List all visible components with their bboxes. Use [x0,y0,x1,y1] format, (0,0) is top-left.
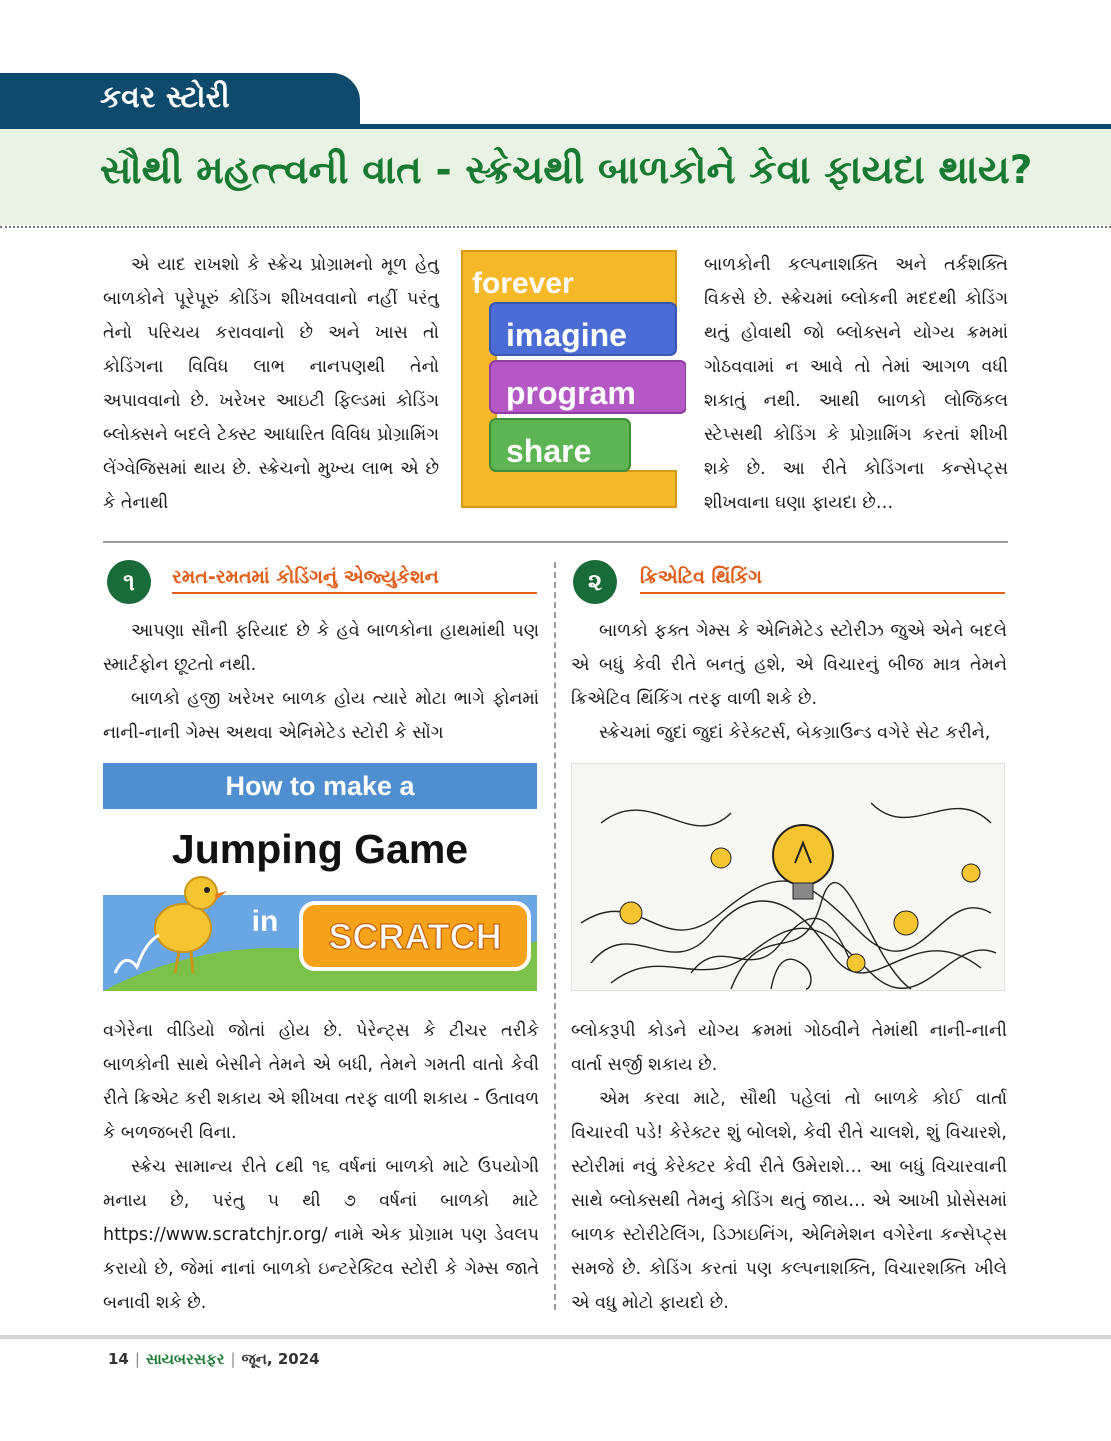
section1-paragraph-4: સ્ક્રેચ સામાન્ય રીતે ૮થી ૧૬ વર્ષનાં બાળકો માટે ઉપયોગી મનાય છે, પરંતુ ૫ થી ૭ વર્ષનાં બાળકો માટે https://www.scratchjr.org/ નામે એક પ્રોગ્રામ પણ ડેવલપ કરાયો છે, જેમાં નાનાં બાળકો ઇન્ટરેક્ટિવ સ્ટોરી કે ગેમ્સ જાતે બનાવી શકે છે. [103,1157,539,1313]
intro-right-column [704,248,1008,520]
footer-rule [0,1335,1111,1339]
share-block-label: share [506,433,592,469]
intro-left-column [103,248,439,520]
program-block-label: program [506,375,636,411]
section1-paragraph-1: આપણા સૌની ફરિયાદ છે કે હવે બાળકોના હાથમાંથી પણ સ્માર્ટફોન છૂટતો નથી. [103,621,539,675]
scratch-blocks-illustration [456,245,686,513]
bird-head [185,877,217,909]
issue-date: જૂન, 2024 [241,1350,320,1368]
section1-column-top [103,614,539,750]
section1-heading: રમત-રમતમાં કોડિંગનું એજ્યુકેશન [172,566,537,594]
thumbnail-top-text: How to make a [225,771,415,801]
bird-eye [204,887,210,893]
forever-block-label: forever [472,267,574,300]
section2-column-top [571,614,1007,750]
page-number: 14 [108,1350,129,1368]
column-divider [554,562,556,1310]
section2-paragraph-2: સ્ક્રેચમાં જુદાં જુદાં કેરેક્ટર્સ, બેકગ્રાઉન્ડ વગેરે સેટ કરીને, [599,723,991,743]
magazine-name: સાયબરસફર [145,1350,225,1368]
section2-number-badge: ૨ [573,560,617,604]
section2-paragraph-3: બ્લોકરૂપી કોડને યોગ્ય ક્રમમાં ગોઠવીને તેમાંથી નાની-નાની વાર્તા સર્જી શકાય છે. [571,1021,1007,1075]
bird-body [155,904,211,952]
page-footer: 14 | સાયબરસફર | જૂન, 2024 [108,1350,320,1368]
title-divider [0,226,1111,228]
section2-paragraph-4: એમ કરવા માટે, સૌથી પહેલાં તો બાળકે કોઈ વાર્તા વિચારવી પડે! કેરેક્ટર શું બોલશે, કેવી રીતે ચાલશે, શું વિચારશે, સ્ટોરીમાં નવું કેરેક્ટર કેવી રીતે ઉમેરાશે… આ બધું વિચારવાની સાથે બ્લોક્સથી તેમનું કોડિંગ થતું જાય… એ આખી પ્રોસેસમાં બાળક સ્ટોરીટેલિંગ, ડિઝાઇનિંગ, એનિમેશન વગેરેના કન્સેપ્ટ્સ સમજે છે. કોડિંગ કરતાં પણ કલ્પનાશક્તિ, વિચારશક્તિ ખીલે એ વધુ મોટો ફાયદો છે. [571,1089,1007,1313]
thumbnail-in-text: in [251,905,279,938]
intro-right-text: બાળકોની કલ્પનાશક્તિ અને તર્કશક્તિ વિકસે છે. સ્ક્રેચમાં બ્લોકની મદદથી કોડિંગ થતું હોવાથી જો બ્લોક્સને યોગ્ય ક્રમમાં ગોઠવવામાં ન આવે તો તેમાં આગળ વધી શકાતું નથી. આથી બાળકો લોજિકલ સ્ટેપ્સથી કોડિંગ કે પ્રોગ્રામિંગ કરતાં શીખી શકે છે. આ રીતે કોડિંગના કન્સેપ્ટ્સ શીખવાના ઘણા ફાયદા છે… [704,255,1008,513]
scratch-badge-text: SCRATCH [328,916,502,957]
section1-paragraph-2: બાળકો હજી ખરેખર બાળક હોય ત્યારે મોટા ભાગે ફોનમાં નાની-નાની ગેમ્સ અથવા એનિમેટેડ સ્ટોરી કે સોંગ [103,689,539,743]
section1-number-badge: ૧ [107,560,151,604]
lightbulb-illustration [571,763,1005,991]
section1-column-bottom [103,1014,539,1320]
section-label: કવર સ્ટોરી [100,80,230,115]
page-title: સૌથી મહત્ત્વની વાત - સ્ક્રેચથી બાળકોને કેવા ફાયદા થાય? [100,148,1033,193]
section1-paragraph-3: વગેરેના વીડિયો જોતાં હોય છે. પેરેન્ટ્સ કે ટીચર તરીકે બાળકોની સાથે બેસીને તેમને એ બધી, તેમને ગમતી વાતો કેવી રીતે ક્રિએટ કરી શકાય એ શીખવા તરફ વાળી શકાય - ઉતાવળ કે બળજબરી વિના. [103,1021,539,1143]
imagine-block-label: imagine [506,317,627,353]
section-divider [103,541,1008,543]
section2-column-bottom [571,1014,1007,1320]
intro-left-text: એ યાદ રાખશો કે સ્ક્રેચ પ્રોગ્રામનો મૂળ હેતુ બાળકોને પૂરેપૂરું કોડિંગ શીખવવાનો નહીં પરંતુ તેનો પરિચય કરાવવાનો છે અને ખાસ તો કોડિંગના વિવિધ લાભ નાનપણથી તેનો અપાવવાનો છે. ખરેખર આઇટી ફિલ્ડમાં કોડિંગ બ્લોક્સને બદલે ટેક્સ્ટ આધારિત વિવિધ પ્રોગ્રામિંગ લેંગ્વેજિસમાં થાય છે. સ્ક્રેચનો મુખ્ય લાભ એ છે કે તેનાથી [103,255,439,513]
section2-paragraph-1: બાળકો ફક્ત ગેમ્સ કે એનિમેટેડ સ્ટોરીઝ જુએ એને બદલે એ બધું કેવી રીતે બનતું હશે, એ વિચારનું બીજ માત્ર તેમને ક્રિએટિવ થિંકિંગ તરફ વાળી શકે છે. [571,621,1007,709]
section2-heading: ક્રિએટિવ થિંકિંગ [640,566,1005,594]
jumping-game-thumbnail [103,763,537,991]
thumbnail-main-text: Jumping Game [171,826,469,872]
